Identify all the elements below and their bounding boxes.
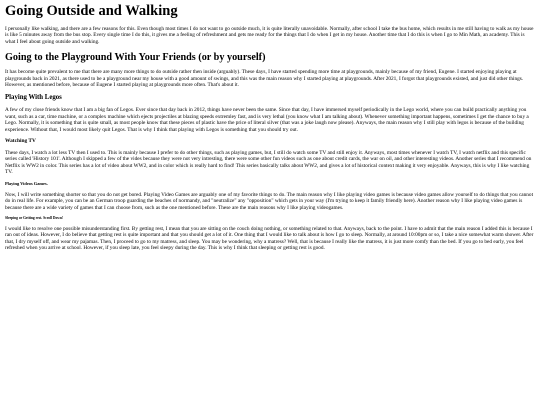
games-heading: Playing Videos Games. bbox=[5, 180, 48, 186]
tv-heading: Watching TV bbox=[5, 138, 36, 145]
tv-paragraph: These days, I watch a lot less TV then I used to. This is mainly because I prefer to do other things, such as playing games, but, I still do watch some TV and still enjoy it. Anyways, most times whenever I watch TV, I watch netflix and this specific series called 'History 101'. Although I skipped a few of the vides because they were not very intresting, there were some other fun videos such as one about credit cards, the war on oil, and other interesting videos. Another series that I recommend on Netflix is WW2 in color. This series has a lot of video about WW2, and in color which is really hard to find! This series basically talks about WW2, and gives a lot of historical context making it very enjoyable. Anyways, this is why I like watching TV. bbox=[5, 150, 532, 176]
sleep-paragraph: I would like to resolve one possible misunderstanding first. By getting rest, I mean that you are sitting on the couch doing nothing, or something related to that. Anyways, back to the point. I have to admit that the main reason I added this is because I ran out of ideas. However, I do believe that getting rest is quite important and that you should get a lot of it. One thing that I would like to talk about is how I go to sleep. Normally, at around 10:00pm or so, I take a nice somewhat warm shower. After that, I dry myself off, and wear my pajamas. Then, I proceed to go to my matress, and sleep. You may be wondering, why a matress? Well, that is because I really like the matress, it is just more comfy than the bed. If you go to bed early, you feel refreshed when you arrive at school. However, if you sleep late, you feel sleepy during the day. This is why I think that sleeping or getting rest is good. bbox=[5, 225, 534, 252]
games-paragraph: Now, I will write something shorter so that you do not get bored. Playing Video Games are arguably one of my favorite things to do. The main reason why I like playing video games is because video games allow yourself to do things that you cannot do in real life. For example, you can be an German troop guarding the beaches of normandy, and "neutralize" any "opposition" which gets in your way (I'm trying to keep it family friendly here). Another reason why I like playing video games is because there are a wide variety of games that I can choose from, such as the one mentioned before. These are the main reasons why I like playing videogames. bbox=[5, 191, 534, 211]
playground-paragraph: It has become quite prevalent to me that there are many more things to do outside rather then inside (arguably). These days, I have started spending more time at playgrounds, mainly because of my friend, Eugene. I started enjoying playing at playgrounds back in 2021, as there used to be a playground near my house with a good amount of swings, and this was the main reason why I started playing at playgrounds. After 2021, I forgot that playgrounds existed, and just did other things. However, as mentioned before, because of Eugene I started playing at playgrounds more often. That's about it. bbox=[5, 69, 524, 89]
sleep-heading: Sleeping or Getting rest. Scroll Down! bbox=[5, 215, 64, 220]
intro-paragraph: I personally like walking, and there are a few reasons for this. Even though most times I do not want to go outside much, it is quite literally unavoidable. Normally, after school I take the bus home, which results in me still having to walk as my house is like 5 minutes away from the bus stop. Every single time I do this, it gives me a feeling of refreshment and gets me ready for the things that I do when I get in my house. Another time that I do this is when I go to Min Math, an academy. This is what I feel about going outside and walking. bbox=[5, 26, 534, 45]
playground-heading: Going to the Playground With Your Friends (or by yourself) bbox=[5, 52, 266, 64]
legos-paragraph: A few of my close friends know that I am a big fan of Legos. Ever since that day back in 2012, things have never been the same. Since that day, I have immersed myself periodically in the Lego world, where you can build practically anything you want, such as a car, time machine, or a complex machine which ejects projectiles at blazing speeds extremley fast, and is very lethal (you know what I am talking about). Whenever something important happens, sometimes I get the chance to buy a Lego. Normally, it is something that is quite small, as most people know that these pieces of plastic have the price of literal silver (that was a joke laugh now please). Anyways, the main reason why I still play with legos is because of the building experience. Without that, I would most likely quit Legos. That is why I think that playing with Legos is something that you should try out. bbox=[5, 107, 529, 133]
legos-heading: Playing With Legos bbox=[5, 94, 62, 102]
page-title: Going Outside and Walking bbox=[5, 3, 178, 19]
